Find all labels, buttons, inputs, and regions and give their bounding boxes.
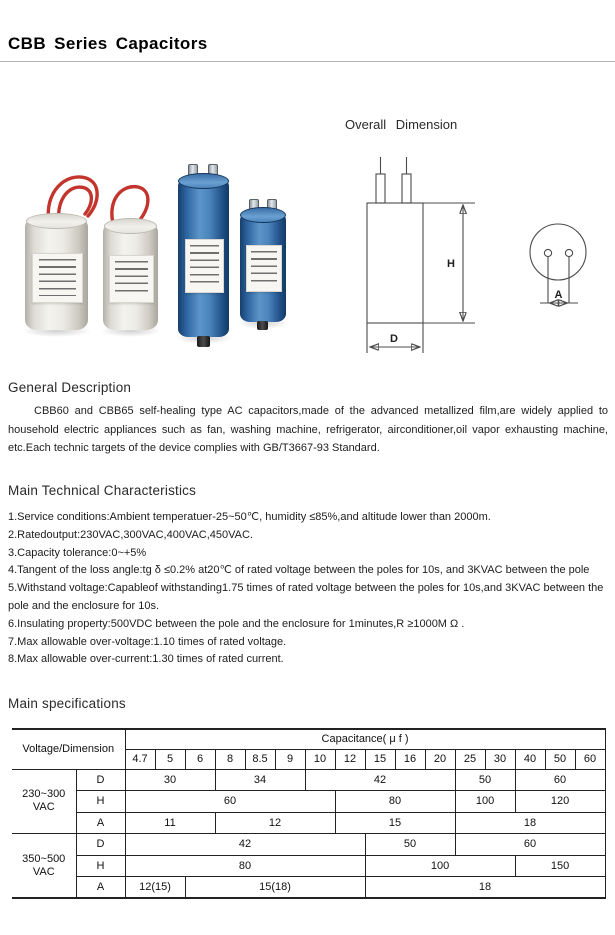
- a-dimension-label: A: [554, 289, 563, 301]
- spec-value-cell: 120: [515, 791, 605, 813]
- spec-value-cell: 18: [455, 812, 605, 834]
- capacitance-value-cell: 8.5: [245, 749, 275, 769]
- label-text-lines: [251, 251, 277, 285]
- overall-dimension-label: Overall Dimension: [345, 117, 458, 132]
- spec-value-cell: 18: [365, 877, 605, 899]
- capacitor-white-large: [25, 217, 88, 330]
- capacitance-value-cell: 10: [305, 749, 335, 769]
- capacitor-label: [32, 253, 83, 303]
- capacitance-header: Capacitance( μ f ): [125, 729, 605, 749]
- spec-value-cell: 12(15): [125, 877, 185, 899]
- spec-value-cell: 15: [335, 812, 455, 834]
- tech-item-1: 1.Service conditions:Ambient temperatuer-25~50℃, humidity ≤85%,and altitude lower than 2000m.: [8, 511, 491, 523]
- spec-value-cell: 12: [215, 812, 335, 834]
- capacitance-value-cell: 15: [365, 749, 395, 769]
- spec-value-cell: 15(18): [185, 877, 365, 899]
- spec-value-cell: 60: [455, 834, 605, 856]
- capacitor-label: [246, 245, 282, 292]
- capacitor-top: [240, 207, 286, 223]
- spec-value-cell: 100: [365, 855, 515, 877]
- voltage-range-line: 350~500: [22, 852, 66, 865]
- capacitor-top: [26, 213, 87, 229]
- capacitance-value-cell: 8: [215, 749, 245, 769]
- tech-item-2: 2.Ratedoutput:230VAC,300VAC,400VAC,450VAC.: [8, 528, 254, 541]
- general-description-text: CBB60 and CBB65 self-healing type AC capacitors,made of the advanced metallized film,are widely applied to household electric appliances such as fan, washing machine, refrigerator, airconditioner,oil vapor exhausting machine, etc.Each technic targets of the device complies with GB/T3667-93 Standard.: [8, 405, 608, 455]
- dimension-letter-cell: D: [76, 769, 125, 791]
- spec-value-cell: 150: [515, 855, 605, 877]
- bottom-stud: [197, 336, 210, 347]
- spec-value-cell: 30: [125, 769, 215, 791]
- voltage-range-line: 230~300: [22, 788, 66, 801]
- dimension-drawing: [330, 150, 615, 365]
- spec-value-cell: 42: [305, 769, 455, 791]
- capacitor-blue-large: [178, 178, 229, 337]
- capacitor-label: [185, 239, 224, 293]
- spec-value-cell: 100: [455, 791, 515, 813]
- tech-item-8: 8.Max allowable over-current:1.30 times of rated current.: [8, 653, 284, 666]
- general-description-heading: General Description: [8, 380, 132, 395]
- capacitor-top: [104, 218, 157, 234]
- dimension-letter-cell: A: [76, 812, 125, 834]
- voltage-range-cell: [12, 769, 76, 834]
- spec-value-cell: 50: [455, 769, 515, 791]
- capacitance-value-cell: 30: [485, 749, 515, 769]
- capacitance-value-cell: 16: [395, 749, 425, 769]
- capacitance-value-cell: 40: [515, 749, 545, 769]
- tech-item-5: 5.Withstand voltage:Capableof withstanding1.75 times of rated voltage between the poles for 10s,and 3KVAC between the pole and the enclosure for 10s.: [8, 582, 604, 612]
- technical-characteristics-list: [8, 509, 612, 669]
- tech-item-4: 4.Tangent of the loss angle:tg δ ≤0.2% at20℃ of rated voltage between the poles for 10s, and 3KVAC between the pole: [8, 564, 590, 577]
- dimension-letter-cell: H: [76, 791, 125, 813]
- capacitance-value-cell: 60: [575, 749, 605, 769]
- spec-value-cell: 50: [365, 834, 455, 856]
- capacitance-value-cell: 6: [185, 749, 215, 769]
- product-photo: [0, 150, 312, 375]
- spec-table-container: [12, 728, 606, 899]
- capacitance-value-cell: 5: [155, 749, 185, 769]
- page-title: CBB Series Capacitors: [8, 34, 208, 53]
- top-view: [530, 224, 586, 303]
- label-text-lines: [115, 261, 148, 296]
- title-divider: [0, 61, 615, 62]
- label-text-lines: [190, 245, 218, 286]
- capacitance-value-cell: 4.7: [125, 749, 155, 769]
- dimension-letter-cell: H: [76, 855, 125, 877]
- spec-value-cell: 80: [125, 855, 365, 877]
- spec-table: [12, 728, 606, 899]
- capacitor-blue-small: [240, 212, 286, 322]
- h-dimension-label: H: [447, 258, 455, 270]
- capacitor-label: [109, 255, 154, 303]
- d-dimension-label: D: [390, 333, 398, 345]
- side-view: [367, 157, 475, 353]
- main-specifications-heading: Main specifications: [8, 696, 126, 711]
- spec-value-cell: 11: [125, 812, 215, 834]
- capacitance-value-cell: 12: [335, 749, 365, 769]
- dimension-letter-cell: D: [76, 834, 125, 856]
- capacitor-white-small: [103, 222, 158, 330]
- capacitance-value-cell: 20: [425, 749, 455, 769]
- voltage-range-line: VAC: [32, 865, 55, 878]
- corner-header: Voltage/Dimension: [12, 729, 125, 769]
- spec-value-cell: 60: [515, 769, 605, 791]
- voltage-range-cell: [12, 834, 76, 899]
- spec-value-cell: 34: [215, 769, 305, 791]
- capacitance-value-cell: 9: [275, 749, 305, 769]
- spec-value-cell: 60: [125, 791, 335, 813]
- tech-item-7: 7.Max allowable over-voltage:1.10 times of rated voltage.: [8, 635, 287, 648]
- tech-item-6: 6.Insulating property:500VDC between the pole and the enclosure for 1minutes,R ≥1000M Ω .: [8, 617, 465, 630]
- dimension-letter-cell: A: [76, 877, 125, 899]
- spec-value-cell: 80: [335, 791, 455, 813]
- capacitance-value-cell: 25: [455, 749, 485, 769]
- spec-value-cell: 42: [125, 834, 365, 856]
- capacitor-top: [178, 173, 229, 189]
- bottom-stud: [257, 321, 268, 330]
- main-technical-heading: Main Technical Characteristics: [8, 483, 197, 498]
- capacitance-value-cell: 50: [545, 749, 575, 769]
- tech-item-3: 3.Capacity tolerance:0~+5%: [8, 546, 147, 559]
- voltage-range-line: VAC: [32, 801, 55, 814]
- label-text-lines: [39, 259, 76, 296]
